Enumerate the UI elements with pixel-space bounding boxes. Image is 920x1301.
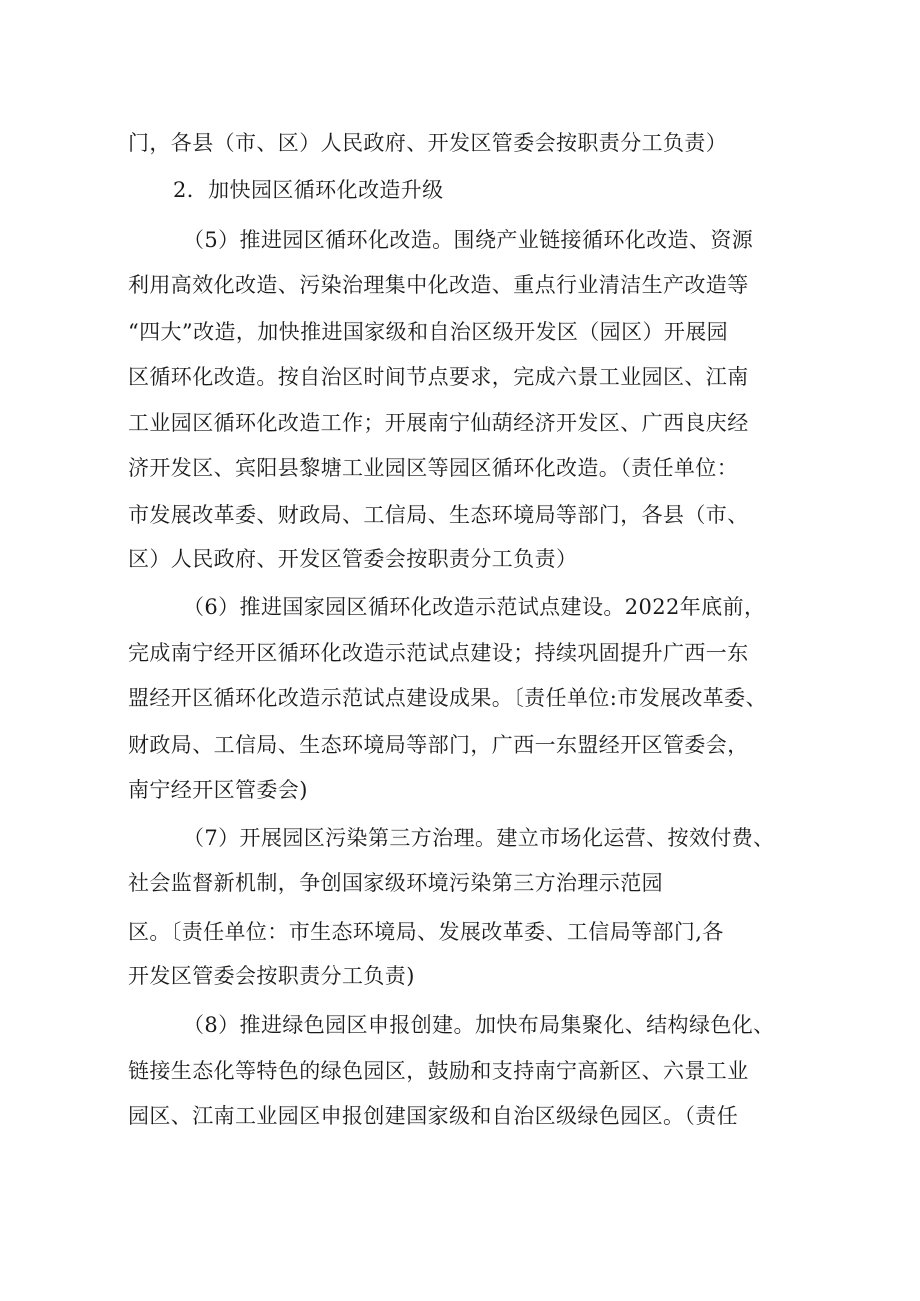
paragraph-line: 市发展改革委、财政局、工信局、生态环境局等部门，各县（市、 bbox=[128, 503, 749, 527]
paragraph-line: 盟经开区循环化改造示范试点建设成果。〔责任单位:市发展改革委、 bbox=[128, 686, 767, 710]
paragraph-line: （7）开展园区污染第三方治理。建立市场化运营、按效付费、 bbox=[183, 826, 775, 850]
section-heading: 2．加快园区循环化改造升级 bbox=[173, 178, 444, 202]
paragraph-line: 区。〔责任单位：市生态环境局、发展改革委、工信局等部门,各 bbox=[128, 920, 724, 944]
paragraph-line: 济开发区、宾阳县黎塘工业园区等园区循环化改造。（责任单位： bbox=[128, 456, 739, 480]
paragraph-line: “四大”改造，加快推进国家级和自治区级开发区（园区）开展园 bbox=[128, 320, 729, 344]
paragraph-line: （5）推进园区循环化改造。围绕产业链接循环化改造、资源 bbox=[183, 228, 754, 252]
paragraph-line: 财政局、工信局、生态环境局等部门，广西一东盟经开区管委会， bbox=[128, 733, 749, 757]
paragraph-line: 社会监督新机制，争创国家级环境污染第三方治理示范园 bbox=[128, 871, 663, 895]
paragraph-line: 园区、江南工业园区申报创建国家级和自治区级绿色园区。（责任 bbox=[128, 1104, 739, 1128]
paragraph-line: 区）人民政府、开发区管委会按职责分工负责） bbox=[128, 547, 578, 571]
paragraph-line: 区循环化改造。按自治区时间节点要求，完成六景工业园区、江南 bbox=[128, 365, 749, 389]
paragraph-line: 南宁经开区管委会) bbox=[128, 778, 308, 802]
paragraph-line: （8）推进绿色园区申报创建。加快布局集聚化、结构绿色化、 bbox=[183, 1013, 775, 1037]
paragraph-line: 门，各县（市、区）人民政府、开发区管委会按职责分工负责） bbox=[128, 131, 728, 155]
paragraph-line: 开发区管委会按职责分工负责) bbox=[128, 964, 415, 988]
paragraph-line: 完成南宁经开区循环化改造示范试点建设；持续巩固提升广西一东 bbox=[128, 641, 749, 665]
paragraph-line: （6）推进国家园区循环化改造示范试点建设。2022年底前， bbox=[183, 595, 766, 619]
paragraph-line: 链接生态化等特色的绿色园区，鼓励和支持南宁高新区、六景工业 bbox=[128, 1059, 749, 1083]
paragraph-line: 利用高效化改造、污染治理集中化改造、重点行业清洁生产改造等 bbox=[128, 273, 749, 297]
paragraph-line: 工业园区循环化改造工作；开展南宁仙葫经济开发区、广西良庆经 bbox=[128, 411, 749, 435]
